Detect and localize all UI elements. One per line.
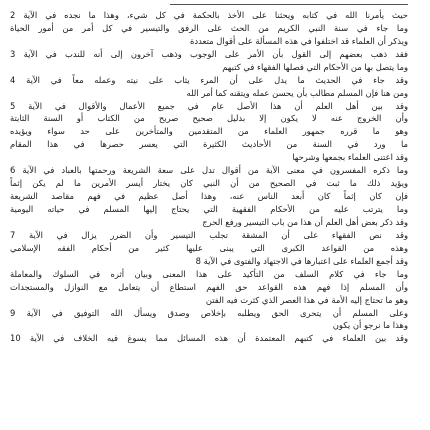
text-line: ويؤيد ذلك ما ثبت في الصحيح من أن النبي كان يختار أيسر الأمرين ما لم يكن إثماً	[10, 178, 408, 189]
text-line: ما ورد في السنة من الأحاديث الكثيرة التي يعسر حصرها في هذا المقام	[10, 139, 408, 150]
text-line: وما جاء في سنة النبي الكريم من الحث على الرفق والتيسير في كل أمر من أمور الحياة	[10, 22, 408, 33]
text-line: وقد بين العلماء في كتبهم المعتمدة أن هذه المسائل مما يسوغ فيه الخلاف في الآية 10	[10, 333, 408, 344]
text-line: وهو ما قرره جمهور العلماء من المتقدمين والمتأخرين على حد سواء ويؤيده	[10, 126, 408, 137]
text-line: وأن الخروج عنه لا يكون إلا بدليل صحيح صريح من الكتاب أو السنة الثابتة	[10, 113, 408, 124]
text-body	[10, 0, 408, 345]
text-line: فإن كان إثماً كان أبعد الناس عنه، وهذا أصل عظيم في فهم مقاصد الشريعة	[10, 191, 408, 202]
text-line: وما جاء في كلام السلف من التأكيد على هذا المعنى وبيان أثره في السلوك والمعاملة	[10, 268, 408, 279]
text-line: ـــــــــــــــــــــــــــــــــــــــــــــــــــــــــــــــــــــــــــــــــــــــــــــــــ	[169, 0, 408, 7]
text-line: فقد ذهب بعضهم إلى القول بأن الأمر على الوجوب وذهب آخرون إلى أنه للندب في الآية 3	[10, 48, 408, 59]
text-line: وهذه من القواعد الكبرى التي يبنى عليها كثير من أحكام الفقه الإسلامي	[10, 242, 408, 253]
text-line: وما يترتب عليه من الأحكام الفقهية التي يحتاج إليها المسلم في حياته اليومية	[10, 204, 408, 214]
text-line: وقد اعتنى العلماء بجمعها وشرحها	[292, 152, 408, 163]
text-line: وقد ذكر بعض أهل العلم أن هذا من باب التيسير ورفع الحرج	[202, 216, 408, 227]
text-line: وقد بين أهل العلم أن هذا الأصل عام في جميع الأعمال والأقوال في الآية 5	[10, 100, 408, 111]
text-line: وقد جاء في الحديث ما يدل على أن المرء يثاب على نيته وعمله معاً في الآية 4	[10, 74, 408, 85]
text-line: وقد نص الفقهاء على أن المشقة تجلب التيسير وأن الضرر يزال في الآية 7	[10, 229, 408, 240]
text-line: ويذكر أن العلماء قد اختلفوا في هذه المسألة على أقوال متعددة	[190, 35, 408, 46]
text-line: ومن هنا فإن المسلم مطالب بأن يحسن عمله ويتقنه كما أمر الله	[186, 87, 408, 98]
text-line: وما يتصل بها من الأحكام التي فصلها الفقهاء في كتبهم	[222, 61, 408, 72]
text-line: وما ذكره المفسرون في معنى الآية من أقوال تدل على سعة الشريعة ورحمتها بالعباد في الآية 6	[10, 165, 408, 176]
text-line: وعلى المسلم أن يتحرى الحق ويطلبه بإخلاص وصدق ويسأل الله التوفيق في الآية 9	[10, 307, 408, 318]
text-line: حيث يأمرنا الله في كتابه ويحثنا على الأخذ بالحكمة في كل شيء، وهذا ما نجده في الآية 2	[10, 9, 408, 20]
text-line: وهو ما تحتاج إليه الأمة في هذا العصر الذي كثرت فيه الفتن	[205, 294, 408, 305]
text-line: وقد أجمع العلماء على اعتبارها في الاجتهاد والفتوى في الآية 8	[195, 255, 408, 266]
text-line: وهذا ما نرجو أن يكون	[332, 320, 408, 331]
text-line: وأن المسلم إذا فهم هذه القواعد حق الفهم استطاع أن يتعامل مع النوازل والمستجدات	[10, 281, 408, 292]
